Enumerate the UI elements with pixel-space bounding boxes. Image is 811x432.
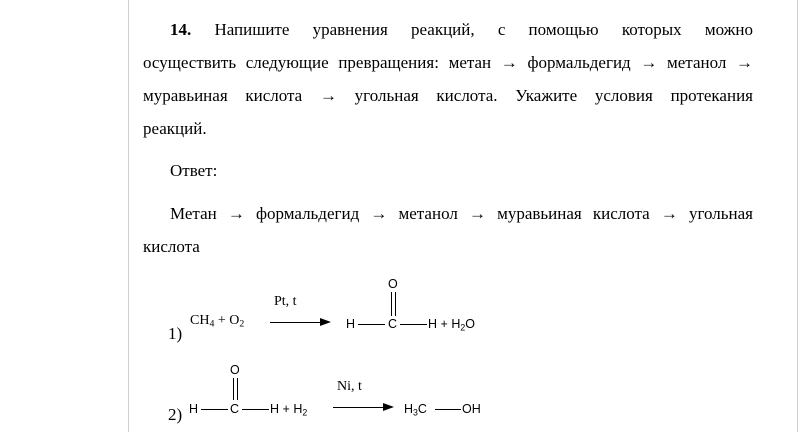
reaction-1-number: 1) — [168, 324, 183, 343]
reaction-1-byproducts: $H + H_2O$ — [428, 317, 475, 333]
bond-c-h-right — [400, 324, 427, 325]
reactant-formaldehyde-c-atom: C — [230, 402, 240, 416]
reactant-methane: $CH_4$ — [190, 313, 215, 330]
methanol-ch3: $H_3C$ — [404, 402, 427, 418]
double-bond-line-1 — [391, 292, 392, 316]
formaldehyde-c-atom: C — [388, 317, 398, 331]
answer-chain-line-1: Метан → формальдегид → метанол → муравьиная кислота → угольная — [170, 204, 753, 223]
methanol-oh: OH — [462, 402, 481, 416]
answer-label: Ответ: — [170, 161, 218, 180]
reactant-formaldehyde-h-left: H — [189, 402, 199, 416]
bond-h-c-left — [358, 324, 385, 325]
problem-number: 14. — [170, 20, 192, 39]
reaction-1-reactants — [190, 313, 244, 330]
reaction-2-reactants-tail: $H + H_2$ — [270, 402, 308, 418]
reaction-2-arrow — [333, 407, 385, 408]
formaldehyde-o-atom: O — [388, 277, 398, 291]
water: $H_2O$ — [451, 317, 475, 333]
hydrogen: $H_2$ — [293, 402, 308, 418]
problem-line-1 — [170, 20, 753, 40]
bond-c-o — [435, 409, 461, 410]
page-left-border — [128, 0, 129, 432]
problem-line-4: реакций. — [143, 119, 207, 138]
problem-line-2: осуществить следующие превращения: метан → формальдегид → метанол → — [143, 53, 753, 72]
double-bond-line-2 — [237, 378, 238, 400]
reaction-2-number: 2) — [168, 405, 183, 424]
problem-line-3: муравьиная кислота → угольная кислота. Укажите условия протекания — [143, 86, 753, 105]
plus-sign: + — [217, 313, 226, 328]
reaction-1-condition: Pt, t — [274, 294, 297, 309]
reactant-formaldehyde-o-atom: O — [230, 363, 240, 377]
answer-chain-line-2: кислота — [143, 237, 200, 256]
bond-c-h-right — [242, 409, 269, 410]
formaldehyde-h-left: H — [346, 317, 356, 331]
double-bond-line-2 — [395, 292, 396, 316]
reaction-1-arrow-head — [320, 318, 331, 326]
reaction-2-condition: Ni, t — [337, 379, 362, 394]
problem-text-1: Напишите уравнения реакций, с помощью которых можно — [214, 20, 754, 39]
double-bond-line-1 — [233, 378, 234, 400]
bond-h-c-left — [201, 409, 228, 410]
reaction-2-arrow-head — [383, 403, 394, 411]
reactant-oxygen: $O_2$ — [229, 313, 245, 330]
reaction-1-arrow — [270, 322, 322, 323]
page-right-border — [797, 0, 798, 432]
